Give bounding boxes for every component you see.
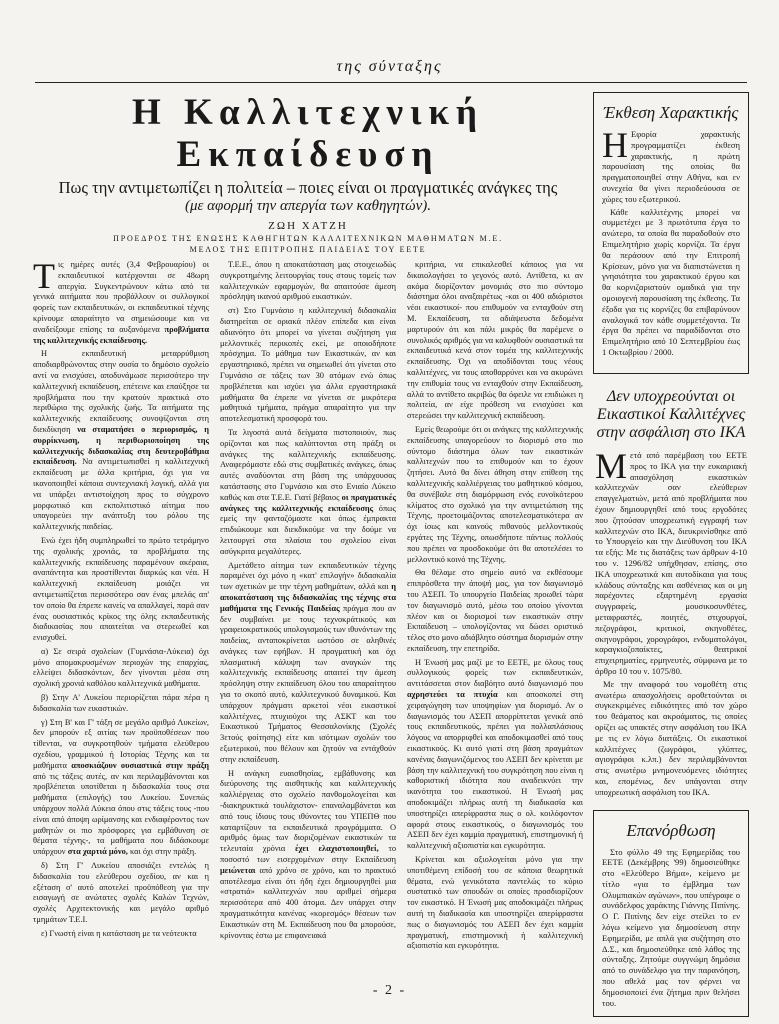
- article-column-3: [407, 260, 583, 1015]
- paragraph: Τις ημέρες αυτές (3,4 Φεβρουαρίου) οι εκπαιδευτικοί κατέρχονται σε 48ωρη απεργία. Συγκεντρώνουν κάτω από τα γενικά αιτήματα που προβάλλουν οι συλλογικοί φορείς των εκπαιδευτικών, οι εκπαιδευτικοί τέχνης κρίνουμε απαραίτητο να σημειώσουμε και να αναδείξουμε επίσης τα αυξανόμενα προβλήματα της καλλιτεχνικής εκπαίδευσης.: [33, 260, 209, 345]
- paragraph: Θα θέλαμε στο σημείο αυτό να εκθέσουμε επιπρόσθετα την άποψή μας, για τον διαγωνισμό του ΑΣΕΠ. Το υπουργείο Παιδείας προωθεί τώρα τον διαγωνισμό αυτό, μέσω του οποίου γίνονται πλέον και οι διορισμοί των εικαστικών στην Εκπαίδευση – υπολογίζοντας να δώσει οριστικό τέλος στο μονο αδιάβλητο σύστημα διορισμών στην εκπαίδευση, την επετηρίδα.: [407, 568, 583, 653]
- main-article: [33, 92, 583, 972]
- paragraph: Η εκπαιδευτική μεταρρύθμιση αποδιαρθρώνοντας στην ουσία το δημόσιο σχολείο αντί να ενισχύσει, αποδυνάμωσε περισσότερο την καλλιτεχνική εκπαίδευση, επέτεινε και επαύξησε τα προβλήματα που την κρατούν πρακτικά στο περιθώριο της σχολικής ζωής. Τα αιτήματα της καλλιτεχνικής εκπαίδευσης συνοψίζονται στη διεκδίκηση να σταματήσει ο περιορισμός, η συρρίκνωση, η περιθωριοποίηση της καλλιτεχνικής διδασκαλίας στη δευτεροβάθμια εκπαίδευση. Να αντιμετωπισθεί η καλλιτεχνική εκπαίδευση με άλλα κριτήρια, όχι για να ικανοποιηθεί κάποια συντεχνιακή λογική, αλλά για να υπάρξει αντιστοίχηση προς το σύγχρονο μορφωτικό και εκπολιτιστικό αίτημα που υπαγορεύει την ανάπτυξη του ρόλου της καλλιτεχνικής παιδείας.: [33, 349, 209, 532]
- drop-cap: Η: [602, 125, 628, 165]
- paragraph: Μετά από παρέμβαση του ΕΕΤΕ προς το ΙΚΑ για την ευκαιριακή απασχόληση εικαστικών καλλιτεχνών σαν ελεύθερων επαγγελματιών, μετά από προβλήματα που έχουν δημιουργηθεί από τους εργοδότες που ζητούσαν υποχρεωτική εγγραφή των καλλιτεχνών στο ΙΚΑ, διευκρινίσθηκε από το Υπουργείο και την Διεύθυνση του ΙΚΑ τα εξής: Με τις διατάξεις των άρθρων 4-10 του ν. 1296/82 υπήχθησαν, επίσης, στο ΙΚΑ υποχρεωτικά και αυτοδίκαια για τους κλάδους σύνταξης και ασθένειας και οι μη παρέχοντες εξαρτημένη εργασία συγγραφείς, μουσικοσυνθέτες, μεταφραστές, ποιητές, στιχουργοί, πεζογράφοι, κριτικοί, σκηνοθέτες, σκηνογράφοι, χορογράφοι, ενδυματολόγοι, καραγκιοζοπαίκτες, θεατρικοί επιχειρηματίες, ερμηνευτές, σύμφωνα με το άρθρο 10 του ν. 1075/80.: [595, 446, 747, 676]
- section-label: της σύνταξης: [336, 58, 443, 75]
- paragraph: δ) Στη Γ' Λυκείου αποσιάζει εντελώς η διδασκαλία του ελεύθερου σχεδίου, αν και η εξέταση σ' αυτό αποτελεί προϋπόθεση για την εισαγωγή σε ανώτατες σχολές Καλών Τεχνών, σχολές Αρχιτεκτονικής και μεγάλο αριθμό τμημάτων Τ.Ε.Ι.: [33, 861, 209, 925]
- paragraph: Τα λιγοστά αυτά δείγματα πιστοποιούν, πως ορίζονται και πως καλύπτονται στη πράξη οι ανάγκες της καλλιτεχνικής εκπαίδευσης. Αναφερόμαστε εδώ στις συμβατικές ανάγκες, όπως αυτές αναδύονται στη βάση της υπάρχουσας κατάστασης στο Γυμνάσιο και στο Ενιαίο Λύκειο καθώς και στα Τ.Ε.Ε. Γιατί βέβαιος οι πραγματικές ανάγκες της καλλιτεχνικής εκπαίδευσης όπως εμείς την φανταζόμαστε και όπως έμπρακτα επιδιώκουμε και διεκδικούμε να την δούμε να λειτουργεί στα πλαίσια του σχολείου είναι ασύγκριτα μεγαλύτερες.: [220, 427, 396, 556]
- paragraph: Η ανάγκη ευαισθησίας, εμβάθυνσης και διεύρυνσης της αισθητικής και καλλιτεχνικής καλλιέργειας στο σχολείο πανθομολογείται και -διακηρυκτικά τουλάχιστον- επαναλαμβάνεται και από τους ίδιους τους ιθύνοντες του ΥΠΕΠΘ που καταρτίζουν τα εκπαιδευτικά προγράμματα. Ο αριθμός όμως των διοριζομένων εικαστικών τα τελευταία χρόνια έχει ελαχιστοποιηθεί, το ποσοστό των εισερχομένων στην Εκπαίδευση μειώνεται από χρόνο σε χρόνο, και το πρακτικό αποτέλεσμα είναι ότι ήδη έχει δημιουργηθεί μια «στρατιά» καλλιτεχνών που αριθμεί σήμερα περισσότερα από 400 άτομα. Δεν υπάρχει στην πραγματικότητα κανένας «κορεσμός» θέσεων των Εικαστικών στη Μ. Εκπαίδευση που θα μπορούσε, κρίνοντας έστω με επιφανειακά: [220, 768, 396, 940]
- drop-cap: Τ: [33, 260, 55, 296]
- paragraph: β) Στην Α' Λυκείου περιορίζεται πάρα πέρα η διδασκαλία των εικαστικών.: [33, 693, 209, 713]
- paragraph: Με την αναφορά του νομοθέτη στις ανωτέρω απασχολήσεις οροθετούνται οι συγκεκριμένες ειδικότητες από τον χώρο του θεάματος και ακροάματος, τις οποίες ορίζει ως υπακτές στην ασφάλιση του ΙΚΑ με τις εν λόγω διατάξεις. Οι εικαστικοί καλλιτέχνες (ζωγράφοι, γλύπτες, αγιογράφοι κ.λπ.) δεν περιλαμβάνονται στις ανωτέρω μνημονευόμενες ιδιότητες και, επομένως, δεν υπάγονται στην υποχρεωτική ασφάλιση του ΙΚΑ.: [595, 678, 747, 797]
- author-affiliation-2: ΜΕΛΟΣ ΤΗΣ ΕΠΙΤΡΟΠΗΣ ΠΑΙΔΕΙΑΣ ΤΟΥ ΕΕΤΕ: [189, 245, 427, 254]
- correction-title: Επανόρθωση: [626, 820, 716, 840]
- paragraph: Κρίνεται και αξιολογείται μόνο για την υποτιθέμενη επίδοσή του σε κάποια θεωρητικά θέματα, ενώ γενικότατα παντελώς το κύριο συστατικό των σπουδών οι οποίες προσδιορίζουν τον εικαστικό. Η Ένωσή μας αποδοκιμάζει πλήρως αυτή τη διαδικασία και υποστηρίζει απερίφραστα πως ο διαγωνισμός του ΑΣΕΠ δεν έχει καμμία πραγματική, επιστημονική ή καλλιτεχνική αξιοπιστία και εγκυρότητα.: [407, 855, 583, 951]
- paragraph: Κάθε καλλιτέχνης μπορεί να συμμετέχει με 3 πρωτότυπα έργα το ανώτερο, τα οποία θα παραδοθούν στο Επιμελητήριο χωρίς κορνίζα. Τα έργα θα περάσουν από την Επιτροπή Κρίσεων, μόνο για να διαπιστώνεται η γνησιότητα του χαρακτικού έργου και θα κορνιζαριστούν ομαδικά για την ομοιογενή παρουσίαση της έκθεσης. Τα έξοδα για τις κορνίζες θα επιβαρύνουν αναλογικά τον κάθε συμμετέχοντα. Τα έργα θα πρέπει να παραδίδονται στο Επιμελητήριο από 10 Σεπτεμβρίου έως 1 Οκτωβρίου / 2000.: [602, 206, 740, 357]
- article-column-2: [220, 260, 396, 1015]
- paragraph: Η Εφορία χαρακτικής προγραμματίζει έκθεση χαρακτικής, η πρώτη παρουσίαση της οποίας θα πραγματοποιηθεί στην Αθήνα, και εν συνεχεία θα γίνει περιοδεύουσα σε χώρες του εξωτερικού.: [602, 125, 740, 204]
- paragraph: Τ.Ε.Ε., όπου η αποκατάσταση μας στοιχειωδώς συγκροτημένης λειτουργίας τους στους τομείς των καλλιτεχνικών εφαρμογών, θα απαιτούσε άμεση πρόσληψη ικανού αριθμού εικαστικών.: [220, 260, 396, 302]
- paragraph: ε) Γνωστή είναι η κατάσταση με τα νεότευκτα: [41, 928, 197, 938]
- paragraph: Ενώ έχει ήδη συμπληρωθεί το πρώτο τετράμηνο της σχολικής χρονιάς, τα προβλήματα της καλλιτεχνικής εκπαίδευσης παραμένουν ακέραια, αναπάντητα και προστίθενται διαρκώς και νέα. Η καλλιτεχνική εκπαίδευση μοιάζει να αντιμετωπίζεται περισσότερο σαν ένας μπελάς απ' τον οποίο θα έπρεπε κανείς να απαλλαγεί, παρά σαν ένας ουσιαστικός κρίκος της όλης εκπαιδευτικής διαδικασίας που απαιτείται να στερεωθεί και ενισχυθεί.: [33, 535, 209, 643]
- ika-notice-title: Δεν υποχρεούνται οι Εικαστικοί Καλλιτέχνες στην ασφάλιση στο ΙΚΑ: [596, 388, 746, 441]
- paragraph: α) Σε σειρά σχολείων (Γυμνάσια-Λύκεια) όχι μόνο απομακρυσμένων περιοχών της επαρχίας, ελλείψει διδασκόντων, δεν γίνονται μέσα στη σχολική χρονιά καθόλου καλλιτεχνικά μαθήματα.: [33, 646, 209, 689]
- article-column-1: [33, 260, 209, 1015]
- article-author: ΖΩΗ ΧΑΤΖΗ: [268, 220, 348, 232]
- author-affiliation-1: ΠΡΟΕΔΡΟΣ ΤΗΣ ΕΝΩΣΗΣ ΚΑΘΗΓΗΤΩΝ ΚΑΛΛΙΤΕΧΝΙΚΩΝ ΜΑΘΗΜΑΤΩΝ Μ.Ε.: [113, 234, 503, 243]
- exhibition-notice-box: [593, 92, 749, 374]
- article-subtitle: Πως την αντιμετωπίζει η πολιτεία – ποιες είναι οι πραγματικές ανάγκες της: [58, 178, 558, 197]
- ika-notice-body: [593, 446, 749, 798]
- sidebar: [593, 92, 749, 1017]
- paragraph: γ) Στη Β' και Γ' τάξη σε μεγάλο αριθμό Λυκείων, δεν μπορούν εξ αιτίας των προϋποθέσεων που τίθενται, να συγκροτηθούν τμήματα ελεύθερου σχεδίου, γραμμικού ή Ιστορίας Τέχνης και τα μαθήματα αποσκιάζουν ουσιαστικά στην πράξη από τις τάξεις αυτές, αν και περιλαμβάνονται και προβλέπεται υποτίθεται η διδασκαλία τους στα μαθήματα (επιλογής) του Λυκείου. Συνεπώς υπάρχουν πολλά Λύκεια όπου στις τάξεις τους -που είναι από άποψη ωρίμανσης και ενδιαφέροντος των μαθητών οι πιο πρόσφορες για εμβάθυνση σε θέματα τέχνης-, τα μαθήματα που διδάσκουμε υπάρχουν στα χαρτιά μόνο, και όχι στην πράξη.: [33, 717, 209, 857]
- article-subtitle-note: (με αφορμή την απεργία των καθηγητών).: [184, 198, 432, 214]
- paragraph: Αμετάθετο αίτημα των εκπαιδευτικών τέχνης παραμένει όχι μόνο η «κατ' επιλογήν» διδασκαλία των σχετικών με την τέχνη μαθημάτων, αλλά και η αποκατάσταση της διδασκαλίας της τέχνης στα μαθήματα της Γενικής Παιδείας πράγμα που αν δεν συμβαίνει με τους τεχνοκράτικούς και γραφειοκρατικούς υπολογισμούς των ιθυνόντων της παιδείας, ανταποκρίνεται ωστόσο σε αληθινές ανάγκες των εφήβων. Η πραγματική και όχι πλασματική κάλυψη των αναγκών της καλλιτεχνικής εκπαίδευσης απαιτεί την άμεση πρόσληψη στην εκπαίδευση όλου του απαραίτητου για το σκοπό αυτό, καλλιτεχνικού δυναμικού. Και υπάρχουν πράγματι αρκετοί νέοι εικαστικοί καλλιτέχνες, πτυχιούχοι της ΑΣΚΤ και του Εικαστικού Τμήματος Θεσσαλονίκης (Σχολές 3ετούς φοίτησης) είτε και ισότιμων σχολών του εξωτερικού, που θέλουν και ζητούν να εντάχθούν στην εκπαίδευση.: [220, 560, 396, 764]
- article-title: Η Καλλιτεχνική Εκπαίδευση: [131, 92, 485, 175]
- paragraph: Η Ένωσή μας μαζί με το ΕΕΤΕ, με όλους τους συλλογικούς φορείς των εκπαιδευτικών, αντιτάσσεται στον διαβόητο αυτό διαγωνισμό που αχρηστεύει τα πτυχία και αποσκοπεί στη χειραγώγηση των υποψηφίων για διορισμό. Αν ο διαγωνισμός του ΑΣΕΠ απορρίπτεται γενικά από τους εκπαιδευτικούς, πρέπει για πολλαπλάσιους λόγους να απορριφθεί και αποδοκιμασθεί από τους εικαστικούς. Κι αυτό γιατί στη βάση πραγμάτων κανένας διαγωνιζόμενος του ΑΣΕΠ δεν κρίνεται με βάση την καλλιτεχνική του συγκρότηση που είναι η καθοριστική ιδιότητα που αναδεικνύει την ικανότητα του εικαστικού. Η Ένωσή μας αποδοκιμάζει πλήρως αυτή τη διαδικασία και υποστηρίζει απερίφραστα πως ο ολ. κοιλόφοντον αφορά στους εικαστικούς, ο διαγωνισμός του ΑΣΕΠ δεν έχει καμμία πραγματική, επιστημονική ή καλλιτεχνική αξιοπιστία και εγκυρότητα.: [407, 657, 583, 851]
- paragraph: Εμείς θεωρούμε ότι οι ανάγκες της καλλιτεχνικής εκπαίδευσης υπαγορεύουν το διορισμό στο πιο σύντομο διάστημα όλων των εικαστικών καλλιτεχνών που το επιθυμούν και το έχουν ζητήσει. Αυτό θα δίνει άθηση στην επίθεση της καλλιτεχνικής καλλιέργειας του μαθητικού κόσμου, θα συνέβαλε στη διαμόρφωση ενός ευνοϊκότερου κλίματος στο σχολικό για την αντιμετώπιση της Τέχνης, προετοιμάζοντας αποτελεσματικότερα αν όχι ίσως και καινούς πιθανούς μελλοντικούς εργάτες της Τέχνης, οπωσδήποτε πάντως πολλούς που πρέπει να προσδοκούμε ότι θα αποτελέσει το μελλοντικό κοινό της Τέχνης.: [407, 424, 583, 564]
- paragraph: στ) Στο Γυμνάσιο η καλλιτεχνική διδασκαλία διατηρείται σε οριακά πλέον επίπεδα και είναι αδιανόητο ότι μπορεί να γίνεται συζήτηση για μελλοντικές περικοπές εκεί, με οποιοδήποτε πρόσχημα. Το μάθημα των Εικαστικών, αν και εργαστηριακό, πρέπει να σημειωθεί ότι γίνεται στο Γυμνάσιο σε τάξεις των 30 ατόμων ενώ όπως προβλέπεται και ισχύει για άλλα εργαστηριακά μαθήματα θα έπρεπε να γίνεται σε μικρότερα μαθητικά τμήματα, πράγμα απαραίτητο για την αποτελεσματική προσφορά του.: [220, 306, 396, 424]
- paragraph: Στο φύλλο 49 της Εφημερίδας του ΕΕΤΕ (Δεκέμβρης '99) δημοσιεύθηκε στο «Ελεύθερο Βήμα», κείμενο με τίτλο «για το έμβλημα των Ολυμπιακών αγώνων», που υπέγραφε ο συνάδελφος χαράκτης Γιάννης Πιπίνης. Ο Γ. Πιπίνης δεν είχε στείλει το εν λόγω κείμενο για δημοσίευση στην Εφημερίδα, με απλά για συζήτηση στο Δ.Σ., και δημοσιεύθηκε από λάθος της σύνταξης. Ζητούμε συγγνώμη δημόσια από το συνάδελφο για την παρανόηση, που αθελά μας τον φέρνει να δημοσιοποιεί ένα ζήτημα πριν θελήσει του.: [602, 846, 740, 1008]
- paragraph: κριτήρια, να επικαλεσθεί κάποιος για να δικαιολογήσει το γεγονός αυτό. Αντίθετα, κι αν ακόμα διορίζονταν μονομιάς στο πιο σύντομο διάστημα όλοι αναξαιρέτως -και οι 400 αδιόριστοι νέοι εικαστικοί- που επιθυμούν να ενταχθούν στη Μ. Εκπαίδευση, τα αδιάψευστα δεδομένα μαρτυρούν ότι και πάλι μικρός θα παρέμενε ο συνολικός αριθμός για να καλυφθούν ουσιαστικά τα εκπαιδευτικά κενά στον τομέα της καλλιτεχνικής εκπαίδευσης. Όχι να αποδίδονται τους νέους καλλιτέχνες, να τους αποθαρρύνει και να ακυρώνει την επιθυμία τους να ενταχθούν στην Εκπαίδευση, αλλά το αντίθετο ακριβώς θα όφειλε να επιδιώκει η πολιτεία, αν είχε πρόθεση να ενισχύσει και στερεώσει την καλλιτεχνική εκπαίδευση.: [407, 260, 583, 421]
- header-rule: [35, 82, 747, 83]
- exhibition-notice-title: Έκθεση Χαρακτικής: [603, 103, 739, 122]
- article-columns: [33, 260, 583, 1015]
- drop-cap: Μ: [595, 446, 628, 486]
- page-number: - 2 -: [372, 983, 407, 998]
